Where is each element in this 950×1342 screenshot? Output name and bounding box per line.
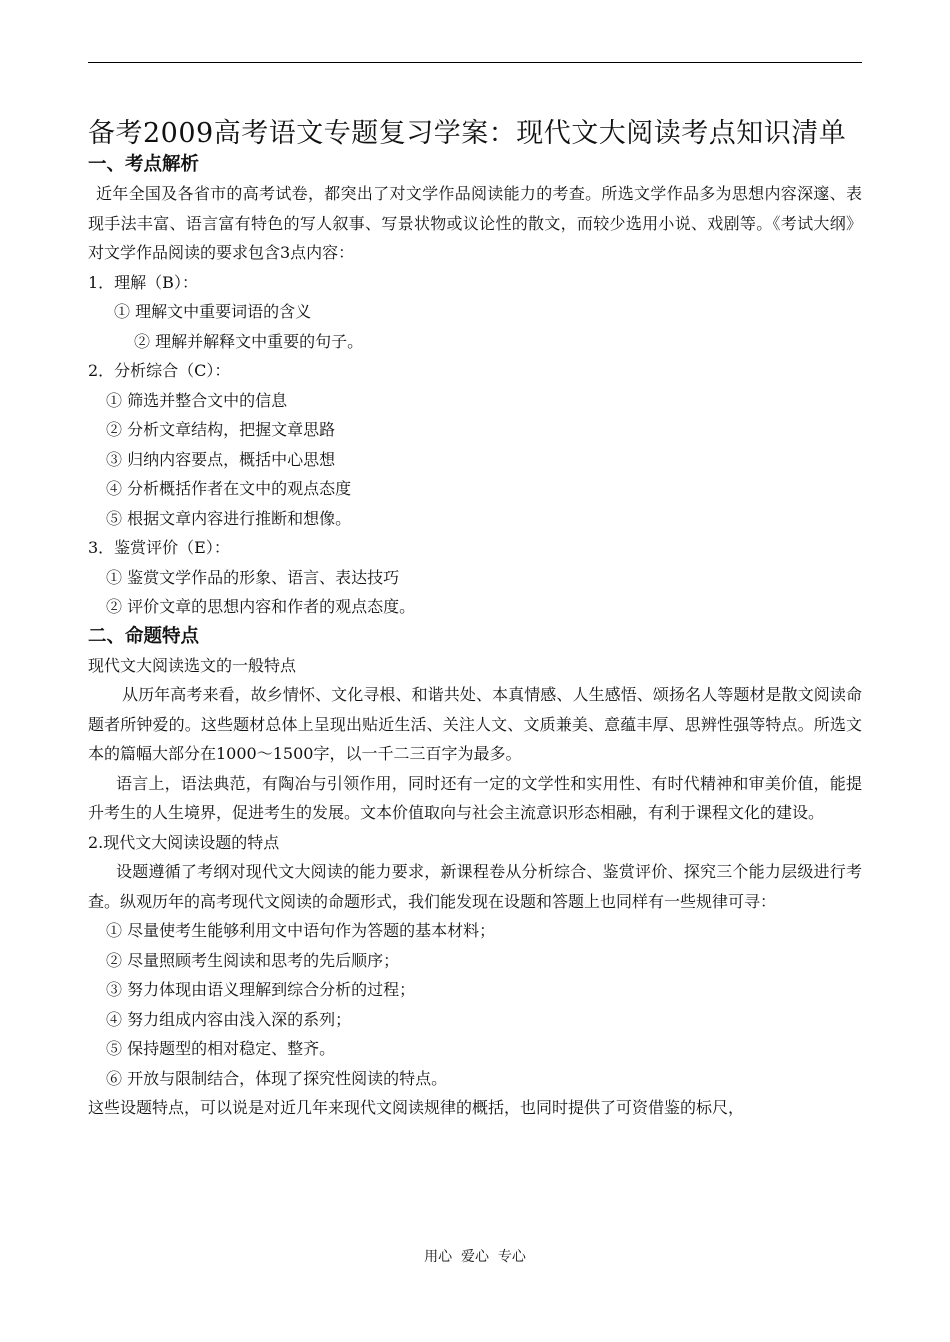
group-label-appreciation: 3．鉴赏评价（E）： [88,538,230,557]
document-title: 备考2009高考语文专题复习学案：现代文大阅读考点知识清单 [88,118,847,149]
body-paragraph: 设题遵循了考纲对现代文大阅读的能力要求，新课程卷从分析综合、鉴赏评价、探究三个能力层级进行考查。纵观历年的高考现代文阅读的命题形式，我们能发现在设题和答题上也同样有一些规律可寻： [88,862,862,911]
list-item: ③ 归纳内容要点，概括中心思想 [106,449,336,469]
list-item: ① 鉴赏文学作品的形象、语言、表达技巧 [106,567,400,587]
list-item: ⑥ 开放与限制结合，体现了探究性阅读的特点。 [106,1068,448,1088]
list-item: ② 评价文章的思想内容和作者的观点态度。 [106,597,416,616]
list-item: ① 理解文中重要词语的含义 [114,302,312,321]
list-item: ① 尽量使考生能够利用文中语句作为答题的基本材料； [106,921,496,940]
list-item: ② 分析文章结构，把握文章思路 [106,420,336,439]
group-label-analysis: 2．分析综合（C）： [88,361,231,380]
list-item: ② 尽量照顾考生阅读和思考的先后顺序； [106,950,400,970]
list-item: ④ 努力组成内容由浅入深的系列； [106,1009,352,1029]
closing-paragraph: 这些设题特点，可以说是对近几年来现代文阅读规律的概括，也同时提供了可资借鉴的标尺， [88,1098,745,1117]
body-paragraph: 语言上，语法典范，有陶冶与引领作用，同时还有一定的文学性和实用性、有时代精神和审美价值，能提升考生的人生境界，促进考生的发展。文本价值取向与社会主流意识形态相融，有利于课程文化的建设。 [88,773,862,822]
document-body [88,118,862,1123]
list-item: ③ 努力体现由语义理解到综合分析的过程； [106,980,416,999]
list-item: ⑤ 保持题型的相对稳定、整齐。 [106,1039,336,1058]
header-rule [88,62,862,63]
list-item: ① 筛选并整合文中的信息 [106,390,288,410]
subheading-question-design: 2.现代文大阅读设题的特点 [88,832,280,852]
list-item: ⑤ 根据文章内容进行推断和想像。 [106,508,352,528]
section-intro-paragraph: 近年全国及各省市的高考试卷，都突出了对文学作品阅读能力的考查。所选文学作品多为思想内容深邃、表现手法丰富、语言富有特色的写人叙事、写景状物或议论性的散文，而较少选用小说、戏剧等。《考试大纲》对文学作品阅读的要求包含3点内容： [88,184,862,262]
section-heading-analysis: 一、考点解析 [88,154,200,175]
section-heading-features: 二、命题特点 [88,625,200,647]
list-item: ② 理解并解释文中重要的句子。 [134,331,364,351]
page-footer: 用心 爱心 专心 [424,1249,526,1265]
list-item: ④ 分析概括作者在文中的观点态度 [106,479,352,498]
subheading-selection: 现代文大阅读选文的一般特点 [88,655,297,675]
body-paragraph: 从历年高考来看，故乡情怀、文化寻根、和谐共处、本真情感、人生感悟、颂扬名人等题材是散文阅读命题者所钟爱的。这些题材总体上呈现出贴近生活、关注人文、文质兼美、意蕴丰厚、思辨性强等特点。所选文本的篇幅大部分在1000～1500字，以一千二三百字为最多。 [88,685,862,763]
group-label-understanding: 1．理解（B）： [88,272,198,292]
